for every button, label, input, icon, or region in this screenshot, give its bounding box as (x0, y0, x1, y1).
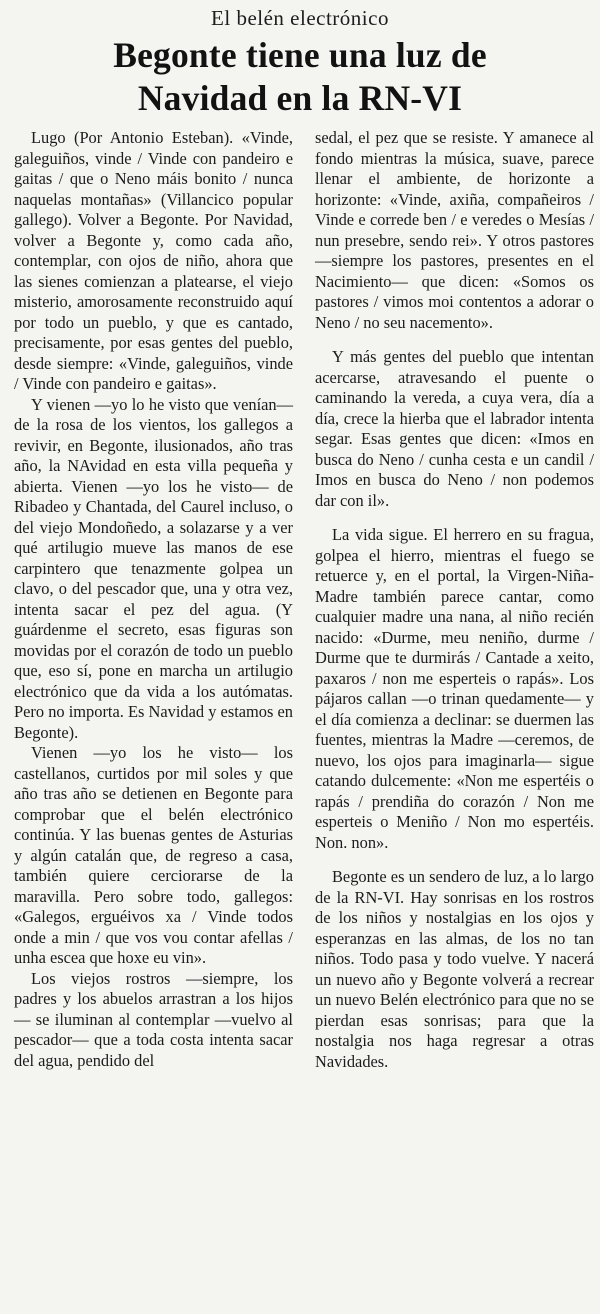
paragraph: Vienen —yo los he visto— los castellanos, curtidos por mil soles y que año tras año se detienen en Begonte para comprobar que el belén electrónico continúa. Y las buenas gentes de Asturias y algún catalán que, de regreso a casa, también quiere cerciorarse de la maravilla. Pero sobre todo, gallegos: «Galegos, erguéivos xa / Vinde todos onde a min / que vos vou contar afellas / unha escea que hoxe eu vin». (14, 743, 293, 967)
paragraph: Begonte es un sendero de luz, a lo largo de la RN-VI. Hay sonrisas en los rostros de los niños y nostalgias en los ojos y esperanzas en las almas, de los no tan niños. Todo pasa y todo vuelve. Y nacerá un nuevo año y Begonte volverá a recrear un nuevo Belén electrónico para que no se pierdan esas sonrisas; para que la nostalgia nos haga regresar a otras Navidades. (315, 867, 594, 1071)
section-kicker: El belén electrónico (211, 6, 389, 30)
paragraph: Lugo (Por Antonio Esteban). «Vinde, galeguiños, vinde / Vinde con pandeiro e gaitas / que o Neno máis bonito / nunca naquelas montañas» (Villancico popular gallego). Volver a Begonte. Por Navidad, volver a Begonte y, como cada año, contemplar, con ojos de niño, ahora que las sienes comienzan a platearse, el viejo misterio, amorosamente reconstruido aquí por todo un pueblo, y que es cantado, precisamente, por esas gentes del pueblo, desde siempre: «Vinde, galeguiños, vinde / Vinde con pandeiro e gaitas». (14, 128, 293, 393)
paragraph: Y más gentes del pueblo que intentan acercarse, atravesando el puente o caminando la vereda, a cuya vera, día a día, crece la hierba que el labrador intenta segar. Esas gentes que dicen: «Imos en busca do Neno / cunha cesta e un candil / Imos en busca do Neno / non podemos dar con il». (315, 347, 594, 510)
paragraph: sedal, el pez que se resiste. Y amanece al fondo mientras la música, suave, parece llenar el ambiente, de horizonte a horizonte: «Vinde, axiña, compañeiros / Vinde e correde ben / e veredes o Mesías / nun presebre, sendo rei». Y otros pastores —siempre los pastores, presentes en el Nacimiento— que dicen: «Somos os pastores / vimos moi contentos a adorar o Neno / no seu nacemento». (315, 128, 594, 332)
headline-line-1: Begonte tiene una luz de (113, 35, 487, 75)
article-headline (0, 34, 600, 120)
paragraph: Y vienen —yo lo he visto que venían— de la rosa de los vientos, los gallegos a revivir, en Begonte, ilusionados, año tras año, la NAvidad en esta villa pequeña y abierta. Vienen —yo los he visto— de Ribadeo y Chantada, del Caurel incluso, o del viejo Mondoñedo, a solazarse y a ver qué artilugio mueve las manos de ese carpintero que tenazmente golpea un clavo, o del pescador que, una y otra vez, intenta sacar el pez del agua. (Y guárdenme el secreto, esas figuras son movidas por el corazón de todo un pueblo que, eso sí, pone en marcha un artilugio electrónico que da vida a los autómatas. Pero no importa. Es Navidad y estamos en Begonte). (14, 394, 293, 742)
headline-line-2: Navidad en la RN-VI (137, 78, 463, 118)
article-column-right (315, 128, 594, 1072)
article-column-left (14, 128, 293, 1071)
paragraph: Los viejos rostros —siempre, los padres y los abuelos arrastran a los hijos— se iluminan al contemplar —vuelvo al pescador— que a toda costa intenta sacar del agua, pendido del (14, 968, 293, 1070)
paragraph: La vida sigue. El herrero en su fragua, golpea el hierro, mientras el fuego se retuerce y, en el portal, la Virgen-Niña-Madre también parece cantar, como cualquier madre una nana, al niño recién nacido: «Durme, meu neniño, durme / Durme que te durmirás / Cantade a xeito, paxaros / non me esperteis o rapás». Los pájaros callan —o trinan quedamente— y el día comienza a declinar: se duermen las fuentes, mientras la Madre —ceremos, de nuevo, los ojos para imaginarla— sigue catando dulcemente: «Non me espertéis o rapás / prendiña do corazón / Non me esperteis o Meniño / Non mo espertéis. Non. non». (315, 525, 594, 852)
